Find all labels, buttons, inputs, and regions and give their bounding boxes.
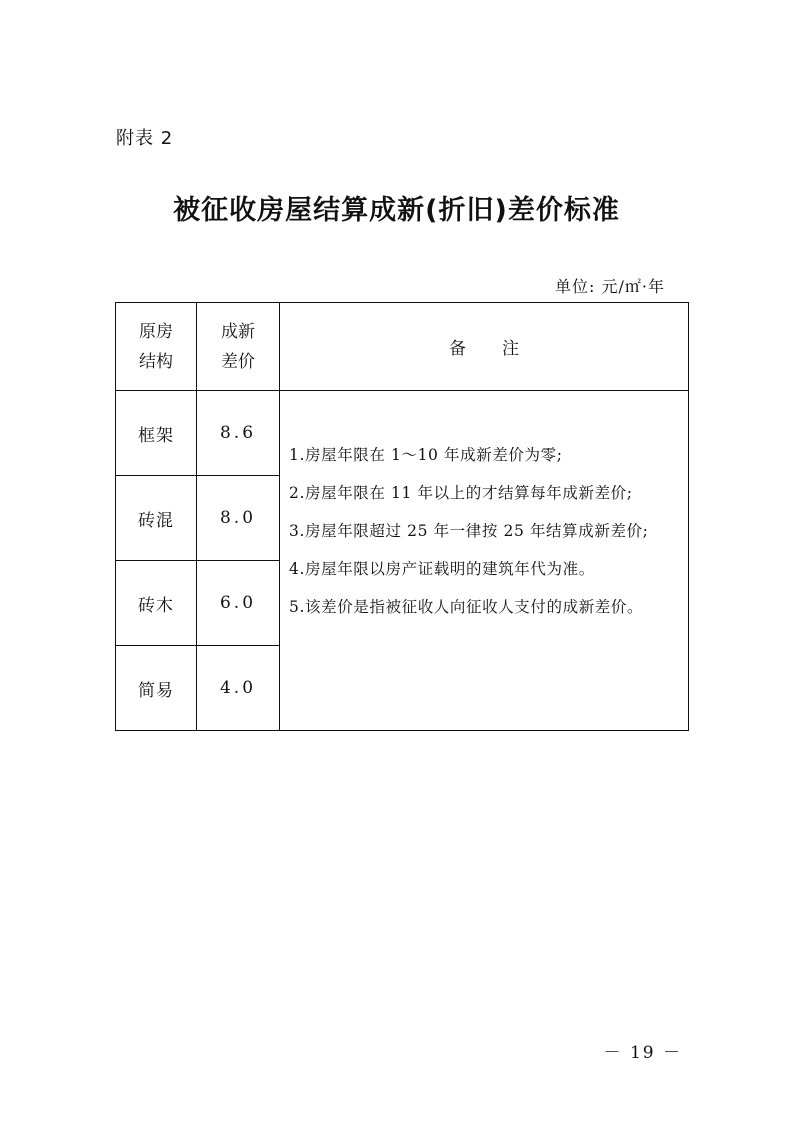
value-cell: [197, 391, 280, 476]
unit-note: 单位: 元/㎡·年: [555, 277, 665, 296]
value-label: 8.6: [219, 423, 257, 443]
notes-list: [280, 391, 688, 626]
notes-cell: [280, 391, 689, 731]
value-label: 8.0: [219, 508, 257, 528]
value-cell: [197, 561, 280, 646]
note-item: 4.房屋年限以房产证载明的建筑年代为准。: [289, 560, 595, 578]
page-number: － 19 －: [603, 1043, 682, 1063]
depreciation-standard-table: [115, 302, 689, 731]
header-structure: [116, 303, 197, 391]
header-notes-label: 备注: [449, 339, 555, 359]
structure-cell: [116, 646, 197, 731]
value-label: 6.0: [219, 593, 257, 613]
value-cell: [197, 646, 280, 731]
appendix-label: 附表 2: [116, 128, 174, 149]
table-header-row: [116, 303, 689, 391]
header-diff-line2: 差价: [221, 351, 255, 372]
table-row: [116, 391, 689, 476]
structure-label: 砖混: [138, 510, 174, 531]
note-item: 5.该差价是指被征收人向征收人支付的成新差价。: [289, 598, 644, 616]
header-diff-line1: 成新: [221, 321, 255, 342]
structure-label: 简易: [138, 680, 174, 701]
value-cell: [197, 476, 280, 561]
structure-cell: [116, 391, 197, 476]
note-item: 3.房屋年限超过 25 年一律按 25 年结算成新差价;: [289, 522, 649, 540]
value-label: 4.0: [219, 678, 257, 698]
header-structure-line2: 结构: [139, 351, 173, 372]
structure-label: 砖木: [138, 595, 174, 616]
structure-label: 框架: [138, 425, 174, 446]
structure-cell: [116, 561, 197, 646]
header-diff: [197, 303, 280, 391]
header-notes: [280, 303, 689, 391]
structure-cell: [116, 476, 197, 561]
note-item: 2.房屋年限在 11 年以上的才结算每年成新差价;: [289, 484, 633, 502]
header-structure-line1: 原房: [139, 321, 173, 342]
note-item: 1.房屋年限在 1～10 年成新差价为零;: [289, 446, 563, 464]
page-title: 被征收房屋结算成新(折旧)差价标准: [173, 195, 620, 226]
